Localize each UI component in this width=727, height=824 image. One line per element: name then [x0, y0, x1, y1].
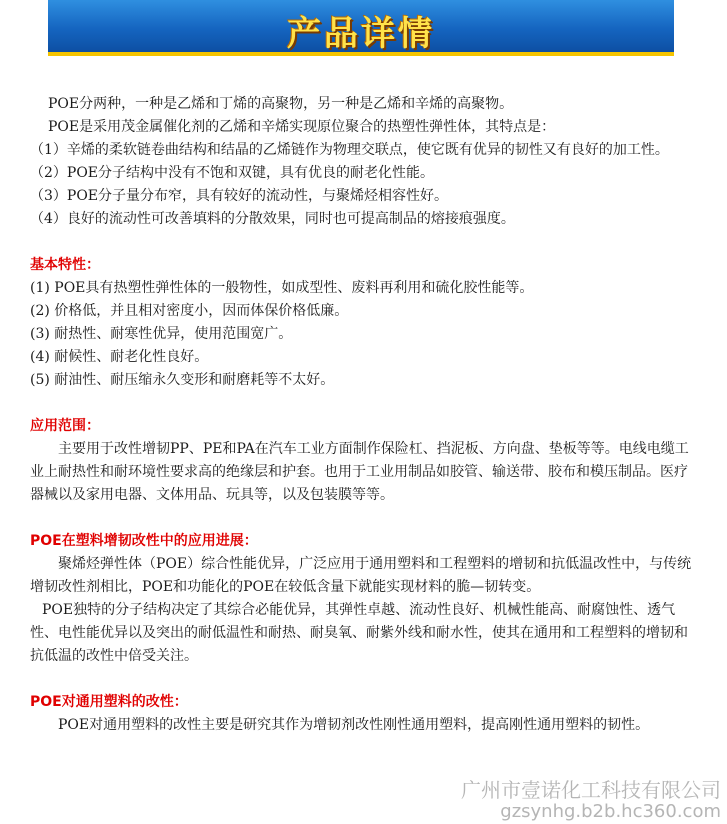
application-heading: 应用范围： — [30, 418, 100, 434]
intro-line: （3）POE分子量分布窄，具有较好的流动性，与聚烯烃相容性好。 — [30, 188, 449, 204]
intro-line: （1）辛烯的柔软链卷曲结构和结晶的乙烯链作为物理交联点，使它既有优异的韧性又有良好的加工性。 — [30, 142, 669, 158]
watermark — [461, 779, 721, 823]
toughening-para: 聚烯烃弹性体（POE）综合性能优异，广泛应用于通用塑料和工程塑料的增韧和抗低温改性中，与传统增韧改性剂相比，POE和功能化的POE在较低含量下就能实现材料的脆—韧转变。 — [30, 556, 692, 595]
toughening-para: POE独特的分子结构决定了其综合必能优异，其弹性卓越、流动性良好、机械性能高、耐腐蚀性、透气性、电性能优异以及突出的耐低温性和耐热、耐臭氧、耐紫外线和耐水性，使其在通用和工程塑料的增韧和抗低温的改性中倍受关注。 — [30, 602, 688, 664]
header-banner — [48, 0, 674, 56]
basic-property-item: (5) 耐油性、耐压缩永久变形和耐磨耗等不太好。 — [30, 372, 335, 388]
modification-body: POE对通用塑料的改性主要是研究其作为增韧剂改性刚性通用塑料，提高刚性通用塑料的韧性。 — [58, 717, 650, 733]
toughening-heading: POE在塑料增韧改性中的应用进展： — [30, 533, 258, 549]
basic-property-item: (4) 耐候性、耐老化性良好。 — [30, 349, 209, 365]
basic-property-item: (1) POE具有热塑性弹性体的一般物性，如成型性、废料再利用和硫化胶性能等。 — [30, 280, 534, 296]
watermark-url: gzsynhg.b2b.hc360.com — [500, 801, 721, 822]
intro-line: POE是采用茂金属催化剂的乙烯和辛烯实现原位聚合的热塑性弹性体，其特点是： — [48, 119, 556, 135]
basic-property-item: (3) 耐热性、耐寒性优异，使用范围宽广。 — [30, 326, 293, 342]
application-body: 主要用于改性增韧PP、PE和PA在汽车工业方面制作保险杠、挡泥板、方向盘、垫板等等。电线电缆工业上耐热性和耐环境性要求高的绝缘层和护套。也用于工业用制品如胶管、输送带、胶布和模压制品。医疗器械以及家用电器、文体用品、玩具等，以及包装膜等等。 — [30, 441, 689, 503]
intro-line: POE分两种，一种是乙烯和丁烯的高聚物，另一种是乙烯和辛烯的高聚物。 — [48, 96, 514, 112]
banner-title: 产品详情 — [287, 14, 435, 54]
basic-properties-heading: 基本特性： — [30, 257, 100, 273]
basic-property-item: (2) 价格低，并且相对密度小，因而体保价格低廉。 — [30, 303, 349, 319]
watermark-company: 广州市壹诺化工科技有限公司 — [461, 778, 721, 802]
intro-line: （2）POE分子结构中没有不饱和双键，具有优良的耐老化性能。 — [30, 165, 435, 181]
intro-line: （4）良好的流动性可改善填料的分散效果，同时也可提高制品的熔接痕强度。 — [30, 211, 515, 227]
product-details — [30, 93, 700, 737]
modification-heading: POE对通用塑料的改性： — [30, 694, 188, 710]
